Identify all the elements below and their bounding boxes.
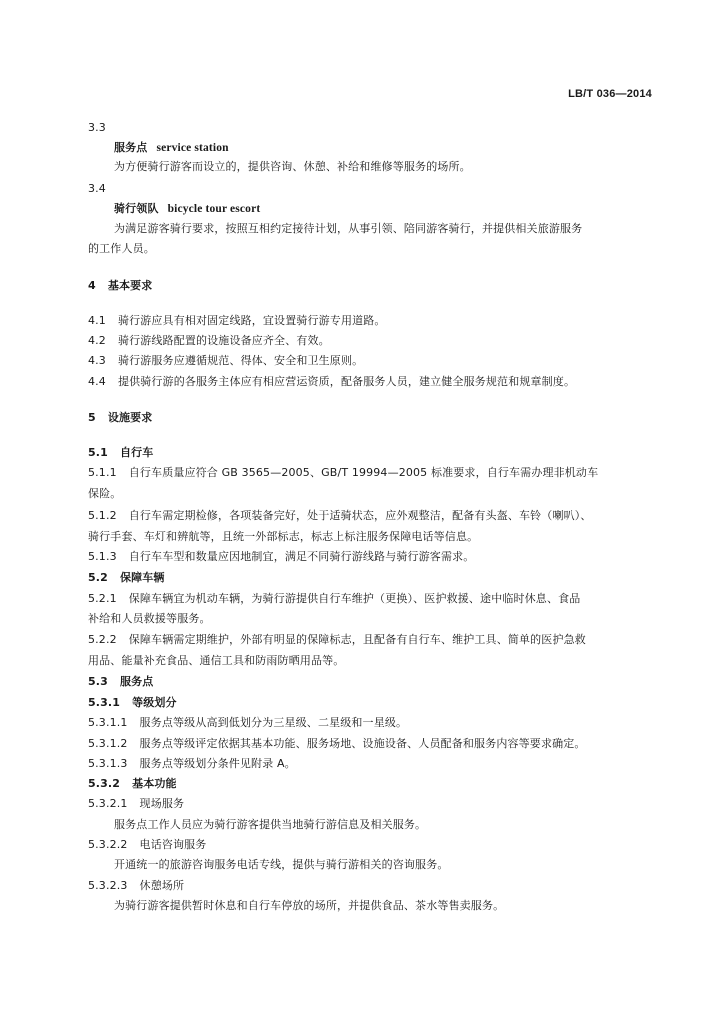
subsection-heading: 5.3.1 等级划分 (88, 696, 177, 709)
clause-line: 5.3.2.3 休憩场所 (88, 879, 185, 892)
definition-text: 为满足游客骑行要求，按照互相约定接待计划，从事引领、陪同游客骑行，并提供相关旅游服务 (114, 222, 583, 235)
clause-body: 开通统一的旅游咨询服务电话专线，提供与骑行游相关的咨询服务。 (114, 858, 449, 871)
term-en: service station (156, 142, 229, 154)
definition-text: 为方便骑行游客而设立的，提供咨询、休憩、补给和维修等服务的场所。 (114, 160, 471, 173)
standard-number: LB/T 036—2014 (568, 88, 652, 100)
clause-line: 4.1 骑行游应具有相对固定线路，宜设置骑行游专用道路。 (88, 314, 386, 327)
clause-continuation: 骑行手套、车灯和辨航等，且统一外部标志，标志上标注服务保障电话等信息。 (88, 530, 479, 543)
section-heading: 4 基本要求 (88, 279, 153, 292)
subsection-heading: 5.2 保障车辆 (88, 571, 165, 584)
clause-body: 服务点工作人员应为骑行游客提供当地骑行游信息及相关服务。 (114, 818, 427, 831)
clause-continuation: 保险。 (88, 487, 122, 500)
clause-line: 5.3.1.3 服务点等级划分条件见附录 A。 (88, 757, 296, 770)
clause-line: 4.3 骑行游服务应遵循规范、得体、安全和卫生原则。 (88, 354, 364, 367)
clause-line: 5.3.1.2 服务点等级评定依据其基本功能、服务场地、设施设备、人员配备和服务内容等要求确定。 (88, 737, 586, 750)
clause-number: 3.4 (88, 182, 106, 195)
clause-line: 5.3.1.1 服务点等级从高到低划分为三星级、二星级和一星级。 (88, 716, 408, 729)
clause-continuation: 补给和人员救援等服务。 (88, 612, 211, 625)
subsection-heading: 5.3 服务点 (88, 675, 154, 688)
clause-number: 3.3 (88, 121, 106, 134)
clause-line: 5.1.2 自行车需定期检修，各项装备完好，处于适骑状态，应外观整洁，配备有头盔、车铃（喇叭）、 (88, 509, 592, 522)
clause-line: 5.1.1 自行车质量应符合 GB 3565—2005、GB/T 19994—2005 标准要求，自行车需办理非机动车 (88, 466, 599, 479)
definition-text: 的工作人员。 (88, 242, 155, 255)
clause-line: 4.4 提供骑行游的各服务主体应有相应营运资质，配备服务人员，建立健全服务规范和规章制度。 (88, 375, 576, 388)
term-heading (114, 141, 229, 155)
clause-line: 5.3.2.1 现场服务 (88, 797, 185, 810)
section-heading: 5 设施要求 (88, 411, 153, 424)
clause-line: 5.2.1 保障车辆宜为机动车辆，为骑行游提供自行车维护（更换）、医护救援、途中临时休息、食品 (88, 592, 581, 605)
clause-line: 4.2 骑行游线路配置的设施设备应齐全、有效。 (88, 334, 330, 347)
subsection-heading: 5.3.2 基本功能 (88, 777, 177, 790)
clause-line: 5.3.2.2 电话咨询服务 (88, 838, 207, 851)
term-en: bicycle tour escort (167, 203, 261, 215)
term-zh: 服务点 (114, 141, 148, 154)
term-heading (114, 202, 260, 216)
clause-body: 为骑行游客提供暂时休息和自行车停放的场所，并提供食品、茶水等售卖服务。 (114, 899, 505, 912)
clause-continuation: 用品、能量补充食品、通信工具和防雨防晒用品等。 (88, 654, 345, 667)
clause-line: 5.1.3 自行车车型和数量应因地制宜，满足不同骑行游线路与骑行游客需求。 (88, 550, 475, 563)
subsection-heading: 5.1 自行车 (88, 446, 154, 459)
term-zh: 骑行领队 (114, 202, 159, 215)
clause-line: 5.2.2 保障车辆需定期维护，外部有明显的保障标志，且配备有自行车、维护工具、简单的医护急救 (88, 633, 586, 646)
